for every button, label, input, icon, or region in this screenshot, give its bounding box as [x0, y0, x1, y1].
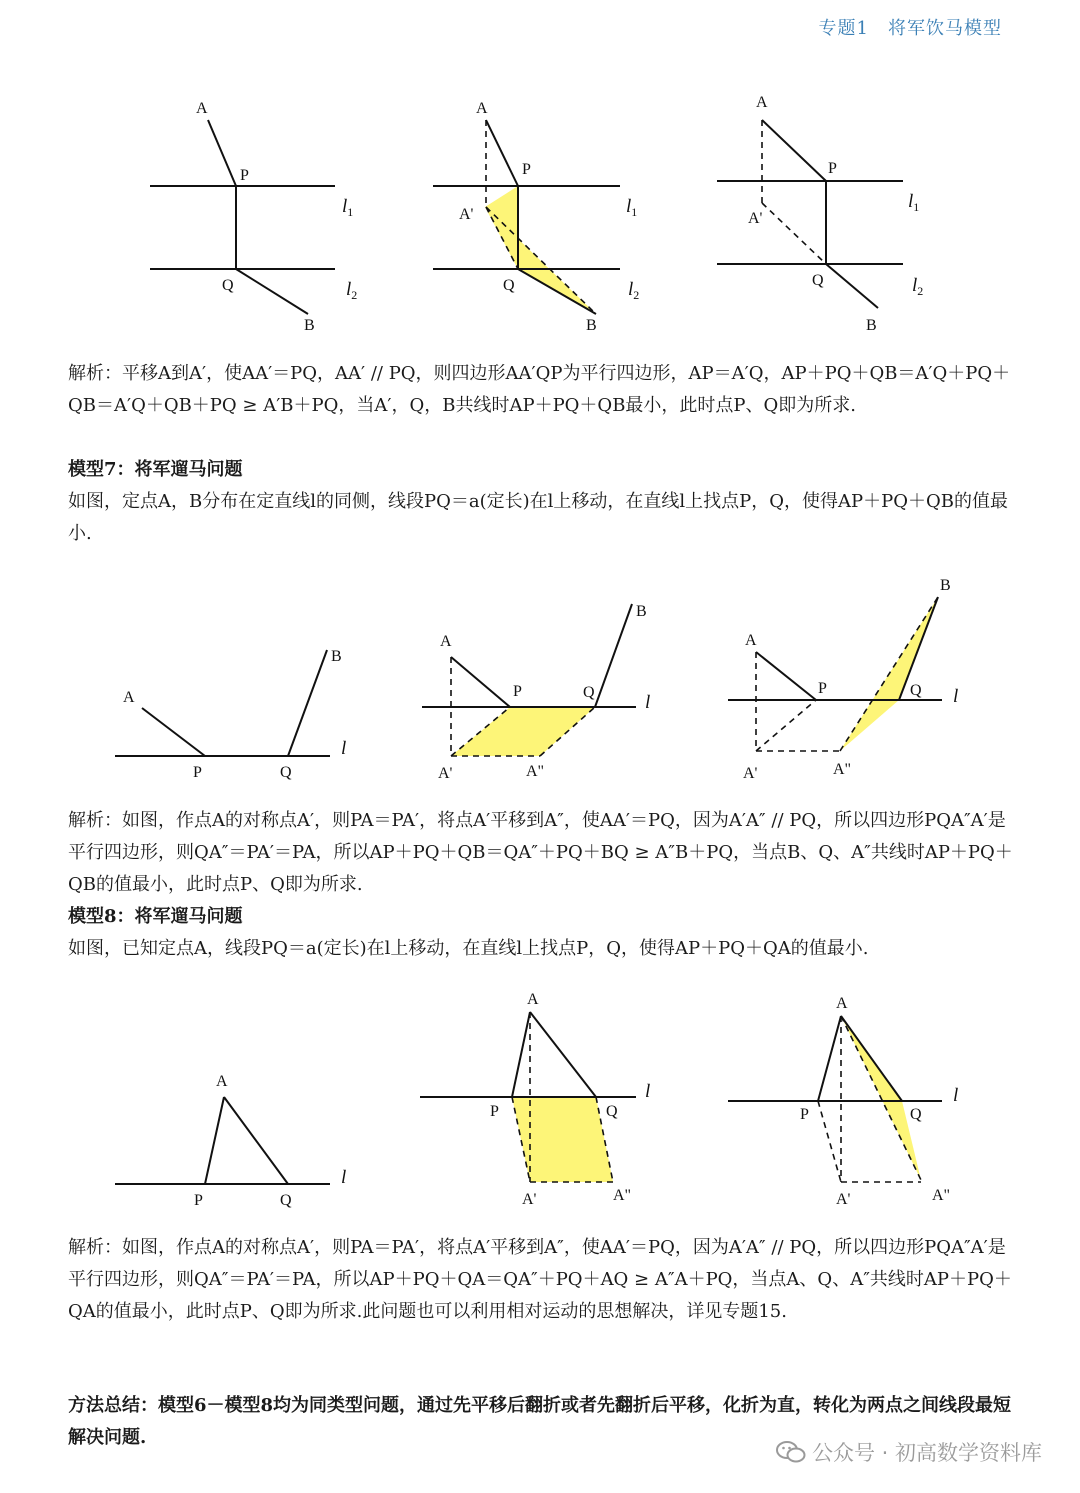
fig1b-label-l2: $l_2$: [628, 279, 640, 302]
figure-row2-svg: [0, 560, 1080, 800]
fig3a: [115, 1073, 346, 1209]
fig3c-label-P: P: [800, 1106, 809, 1123]
model7-body: 如图，定点A，B分布在定直线l的同侧，线段PQ＝a(定长)在l上移动，在直线l上找点P，Q，使得AP＋PQ＋QB的值最小.: [68, 491, 1008, 544]
fig3a-label-Q: Q: [280, 1192, 292, 1209]
fig2b-label-Aprime: A': [438, 765, 453, 782]
fig3a-label-A: A: [216, 1073, 228, 1090]
fig3c-label-Aprime: A': [836, 1191, 851, 1208]
fig1a: [150, 100, 357, 334]
watermark-text: 公众号 · 初高数学资料库: [811, 1441, 1042, 1465]
fig1a-label-l1: $l_1$: [342, 196, 354, 219]
method-summary: 方法总结：模型6－模型8均为同类型问题，通过先平移后翻折或者先翻折后平移，化折为直，转化为两点之间线段最短解决问题.: [68, 1395, 1012, 1448]
fig2b-label-B: B: [636, 603, 647, 620]
wechat-icon: [776, 1440, 806, 1464]
fig2c-label-B: B: [940, 577, 951, 594]
fig1a-label-l2: $l_2$: [346, 279, 358, 302]
fig2a-label-l: l: [341, 738, 347, 759]
fig3c-label-Q: Q: [910, 1106, 922, 1123]
fig1c-label-P: P: [828, 160, 837, 177]
fig1b-label-A: A: [476, 100, 488, 117]
fig2a-label-P: P: [193, 764, 202, 781]
analysis-3: 解析：如图，作点A的对称点A′，则PA＝PA′，将点A′平移到A″，使AA′＝PQ，因为A′A″ // PQ，所以四边形PQA″A′是平行四边形，则QA″＝PA′＝PA，所以AP＋PQ＋QA＝QA″＋PQ＋AQ ≥ A″A＋PQ，当点A、Q、A″共线时AP＋PQ＋QA的值最小，此时点P、Q即为所求.此问题也可以利用相对运动的思想解决，详见专题15.: [68, 1237, 1012, 1322]
fig1b-label-Aprime: A': [459, 206, 474, 223]
fig2b: [422, 603, 650, 782]
fig3b-label-Adouble: A": [613, 1187, 632, 1204]
figure-row1: [0, 0, 1080, 345]
fig2b-label-P: P: [513, 683, 522, 700]
fig2c: [728, 577, 958, 782]
fig1b-label-l1: $l_1$: [626, 196, 638, 219]
fig3a-label-l: l: [341, 1167, 347, 1188]
fig2c-label-Adouble: A": [833, 761, 852, 778]
model8-body: 如图，已知定点A，线段PQ＝a(定长)在l上移动，在直线l上找点P，Q，使得AP＋PQ＋QA的值最小.: [68, 938, 869, 959]
fig3b-label-P: P: [490, 1103, 499, 1120]
fig3a-label-P: P: [194, 1192, 203, 1209]
fig3c-label-Adouble: A": [932, 1187, 951, 1204]
fig2b-label-l: l: [645, 692, 651, 713]
page-header: 专题1 将军饮马模型: [818, 18, 1002, 39]
fig1a-label-A: A: [196, 100, 208, 117]
watermark: [776, 1437, 1042, 1467]
figure-row2: [0, 560, 1080, 800]
fig2b-label-Q: Q: [583, 684, 595, 701]
fig1c-label-l1: $l_1$: [908, 191, 920, 214]
fig3b-label-Q: Q: [606, 1103, 618, 1120]
analysis-2: 解析：如图，作点A的对称点A′，则PA＝PA′，将点A′平移到A″，使AA′＝PQ，因为A′A″ // PQ，所以四边形PQA″A′是平行四边形，则QA″＝PA′＝PA，所以AP＋PQ＋QB＝QA″＋PQ＋BQ ≥ A″B＋PQ，当点B、Q、A″共线时AP＋PQ＋QB的值最小，此时点P、Q即为所求.: [68, 810, 1013, 895]
fig3c-label-A: A: [836, 995, 848, 1012]
fig1c-label-B: B: [866, 317, 877, 334]
fig1a-label-B: B: [304, 317, 315, 334]
fig2b-label-A: A: [440, 633, 452, 650]
model8-title: 模型8：将军遛马问题: [68, 906, 243, 927]
fig2a-label-A: A: [123, 689, 135, 706]
fig2a: [115, 648, 346, 781]
fig2c-label-l: l: [953, 686, 959, 707]
fig1a-label-P: P: [240, 167, 249, 184]
fig3b-label-Aprime: A': [522, 1191, 537, 1208]
fig1a-label-Q: Q: [222, 277, 234, 294]
fig3b: [420, 991, 650, 1208]
fig1c-label-Q: Q: [812, 272, 824, 289]
fig2c-label-Aprime: A': [743, 765, 758, 782]
fig3b-label-A: A: [527, 991, 539, 1008]
fig3b-label-l: l: [645, 1081, 651, 1102]
fig1b-label-B: B: [586, 317, 597, 334]
fig2c-label-P: P: [818, 680, 827, 697]
fig2c-label-Q: Q: [910, 682, 922, 699]
fig2a-label-B: B: [331, 648, 342, 665]
analysis-1: 解析：平移A到A′，使AA′＝PQ，AA′ // PQ，则四边形AA′QP为平行四边形，AP＝A′Q，AP＋PQ＋QB＝A′Q＋PQ＋QB＝A′Q＋QB＋PQ ≥ A′B＋PQ，当A′，Q，B共线时AP＋PQ＋QB最小，此时点P、Q即为所求.: [68, 363, 1011, 416]
figure-row3-svg: [0, 980, 1080, 1225]
fig2b-label-Adouble: A": [526, 763, 545, 780]
fig1b: [433, 100, 639, 334]
fig3c: [728, 995, 958, 1208]
fig1b-label-P: P: [522, 161, 531, 178]
figure-row1-svg: [0, 0, 1080, 345]
fig2c-label-A: A: [745, 632, 757, 649]
fig3c-label-l: l: [953, 1085, 959, 1106]
fig1c-label-Aprime: A': [748, 210, 763, 227]
model7-title: 模型7：将军遛马问题: [68, 459, 243, 480]
fig1b-label-Q: Q: [503, 277, 515, 294]
fig1c-label-l2: $l_2$: [912, 275, 924, 298]
fig1c-label-A: A: [756, 94, 768, 111]
fig1c: [717, 94, 923, 334]
fig2a-label-Q: Q: [280, 764, 292, 781]
figure-row3: [0, 980, 1080, 1225]
